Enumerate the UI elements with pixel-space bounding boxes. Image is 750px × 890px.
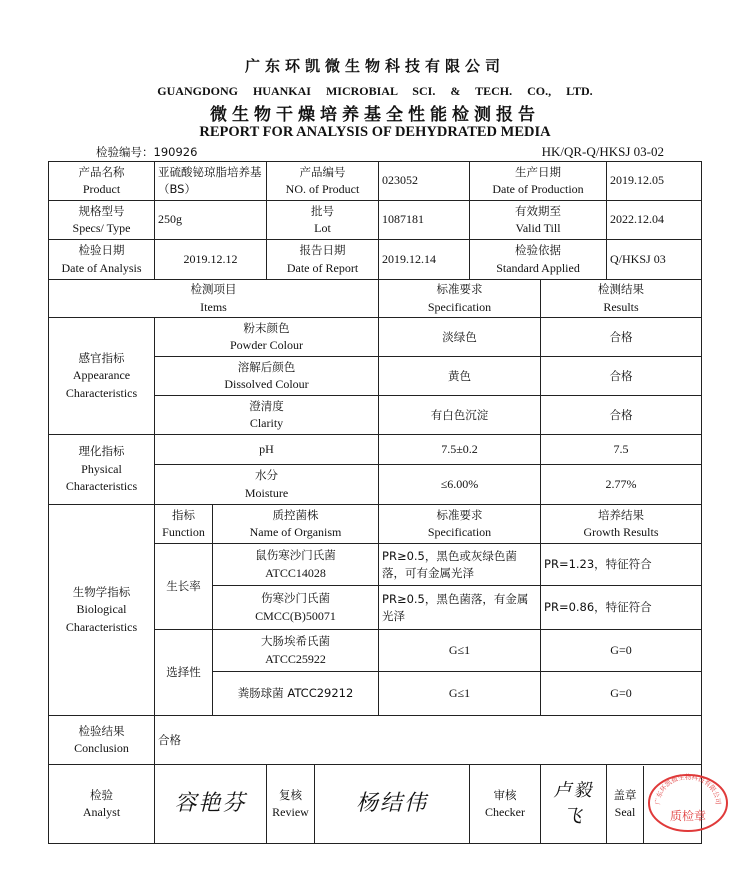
organism: 鼠伤寒沙门氏菌 ATCC14028 <box>213 544 379 586</box>
organism-spec: PR≥0.5，黑色或灰绿色菌落，可有金属光泽 <box>379 544 541 586</box>
selectivity-label: 选择性 <box>155 630 213 716</box>
organism: 大肠埃希氏菌 ATCC25922 <box>213 630 379 672</box>
bio-spec-heading: 标准要求 Specification <box>379 505 541 544</box>
standard-value: Q/HKSJ 03 <box>607 240 702 280</box>
seal-center-text: 质检章 <box>670 809 707 824</box>
analyst-signature: 容艳芬 <box>155 765 267 844</box>
appearance-item: 粉末颜色 Powder Colour <box>155 318 379 357</box>
table-row <box>49 318 702 357</box>
svg-text:广东环凯微生物科技有限公司 <box>653 772 723 805</box>
biological-label: 生物学指标 Biological Characteristics <box>49 505 155 716</box>
physical-spec: 7.5±0.2 <box>379 435 541 465</box>
seal-label: 盖章 Seal <box>607 766 644 843</box>
organism-spec: G≤1 <box>379 630 541 672</box>
spec-heading: 标准要求 Specification <box>379 280 541 318</box>
biological-heading-row <box>49 505 702 544</box>
physical-spec: ≤6.00% <box>379 465 541 505</box>
report-table <box>48 161 723 844</box>
checker-signature: 卢毅飞 <box>541 765 607 844</box>
organism: 伤寒沙门氏菌 CMCC(B)50071 <box>213 586 379 630</box>
info-row-spec <box>49 201 702 240</box>
product-value: 亚硫酸铋琼脂培养基（BS） <box>155 162 267 201</box>
organism-spec: PR≥0.5，黑色菌落，有金属光泽 <box>379 586 541 630</box>
physical-item: 水分 Moisture <box>155 465 379 505</box>
results-heading: 检测结果 Results <box>541 280 702 318</box>
product-label: 产品名称 Product <box>49 162 155 201</box>
table-row <box>49 435 702 465</box>
physical-label: 理化指标 Physical Characteristics <box>49 435 155 505</box>
appearance-result: 合格 <box>541 357 702 396</box>
info-row-product <box>49 162 702 201</box>
analysis-date-value: 2019.12.12 <box>155 240 267 280</box>
appearance-item: 溶解后颜色 Dissolved Colour <box>155 357 379 396</box>
organism-result: G=0 <box>541 630 702 672</box>
standard-label: 检验依据 Standard Applied <box>470 240 607 280</box>
organism-result: PR=0.86，特征符合 <box>541 586 702 630</box>
seal-stamp-icon <box>644 770 732 832</box>
items-heading: 检测项目 Items <box>49 280 379 318</box>
appearance-item: 澄清度 Clarity <box>155 396 379 435</box>
document-code: HK/QR-Q/HKSJ 03-02 <box>541 144 664 159</box>
conclusion-label: 检验结果 Conclusion <box>49 716 155 765</box>
function-heading: 指标 Function <box>155 505 213 544</box>
company-name-cn: 广东环凯微生物科技有限公司 <box>244 57 505 75</box>
growth-rate-label: 生长率 <box>155 544 213 630</box>
physical-result: 7.5 <box>541 435 702 465</box>
appearance-result: 合格 <box>541 318 702 357</box>
spec-value: 250g <box>155 201 267 240</box>
report-date-label: 报告日期 Date of Report <box>267 240 379 280</box>
signature-row <box>49 765 702 844</box>
lot-label: 批号 Lot <box>267 201 379 240</box>
appearance-spec: 黄色 <box>379 357 541 396</box>
checker-label: 审核 Checker <box>470 765 541 844</box>
company-seal <box>644 766 723 843</box>
appearance-spec: 淡绿色 <box>379 318 541 357</box>
valid-till-value: 2022.12.04 <box>607 201 702 240</box>
spec-label: 规格型号 Specs/ Type <box>49 201 155 240</box>
physical-item: pH <box>155 435 379 465</box>
growth-results-heading: 培养结果 Growth Results <box>541 505 702 544</box>
analysis-date-label: 检验日期 Date of Analysis <box>49 240 155 280</box>
organism-spec: G≤1 <box>379 672 541 716</box>
conclusion-value: 合格 <box>155 716 702 765</box>
production-date-value: 2019.12.05 <box>607 162 702 201</box>
items-heading-row <box>49 280 702 318</box>
conclusion-row <box>49 716 702 765</box>
appearance-spec: 有白色沉淀 <box>379 396 541 435</box>
review-label: 复核 Review <box>267 765 315 844</box>
company-name-en: GUANGDONG HUANKAI MICROBIAL SCI. & TECH. CO., LTD. <box>157 84 593 98</box>
analyst-label: 检验 Analyst <box>49 765 155 844</box>
report-title-en: REPORT FOR ANALYSIS OF DEHYDRATED MEDIA <box>199 124 551 140</box>
physical-result: 2.77% <box>541 465 702 505</box>
lot-value: 1087181 <box>379 201 470 240</box>
organism-result: G=0 <box>541 672 702 716</box>
seal-cell <box>607 765 723 844</box>
valid-till-label: 有效期至 Valid Till <box>470 201 607 240</box>
organism-result: PR=1.23，特征符合 <box>541 544 702 586</box>
organism-heading: 质控菌株 Name of Organism <box>213 505 379 544</box>
review-signature: 杨结伟 <box>315 765 470 844</box>
info-row-dates <box>49 240 702 280</box>
appearance-label: 感官指标 Appearance Characteristics <box>49 318 155 435</box>
report-date-value: 2019.12.14 <box>379 240 470 280</box>
appearance-result: 合格 <box>541 396 702 435</box>
product-no-value: 023052 <box>379 162 470 201</box>
report-title-cn: 微生物干燥培养基全性能检测报告 <box>210 105 540 125</box>
product-no-label: 产品编号 NO. of Product <box>267 162 379 201</box>
production-date-label: 生产日期 Date of Production <box>470 162 607 201</box>
inspection-number: 检验编号：190926 <box>96 145 198 159</box>
seal-ring-text: 广东环凯微生物科技有限公司 <box>653 773 723 806</box>
organism: 粪肠球菌 ATCC29212 <box>213 672 379 716</box>
